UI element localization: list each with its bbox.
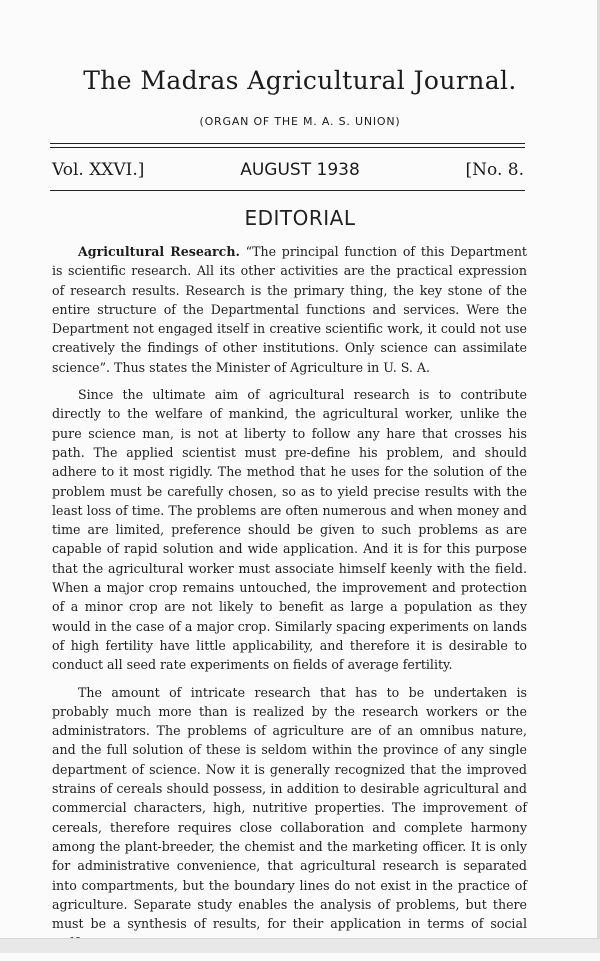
paragraph-1 bbox=[52, 242, 527, 377]
lead-heading: Agricultural Research. bbox=[78, 244, 240, 259]
paragraph-1-text: “The principal function of this Department is scientific research. All its other activities are the practical expression of research results. Research is the primary thing, the key stone of the entire structure of the Departmental functions and services. Were the Department not engaged itself in creative scientific work, it could not use creatively the findings of other institutions. Only science can assimilate science”. Thus states the Minister of Agriculture in U. S. A. bbox=[52, 244, 527, 375]
section-title: EDITORIAL bbox=[244, 206, 356, 230]
top-double-rule-upper bbox=[50, 143, 525, 144]
header-bottom-rule bbox=[50, 190, 525, 191]
paragraph-3: The amount of intricate research that has to be undertaken is probably much more than is realized by the research workers or the administrators. The problems of agriculture are of an omnibus nature, and the full solution of these is seldom within the province of any single department of science. Now it is generally recognized that the improved strains of cereals should possess, in addition to desirable agricultural and commercial characters, high, nutritive properties. The improvement of cereals, therefore requires close collaboration and complete harmony among the plant-breeder, the chemist and the marketing officer. It is only for administrative convenience, that agricultural research is separated into compartments, but the boundary lines do not exist in the practice of agriculture. Separate study enables the analysis of problems, but there must be a synthesis of results, for their application in terms of social bbox=[52, 684, 527, 932]
top-double-rule-lower bbox=[50, 147, 525, 148]
journal-title: The Madras Agricultural Journal. bbox=[83, 66, 517, 95]
issue-number: [No. 8. bbox=[465, 160, 524, 180]
volume-label: Vol. XXVI.] bbox=[52, 160, 145, 180]
paragraph-2: Since the ultimate aim of agricultural research is to contribute directly to the welfare of mankind, the agricultural worker, unlike the pure science man, is not at liberty to follow any hare that crosses his path. The applied scientist must pre-define his problem, and should adhere to it most rigidly. The method that he uses for the solution of the problem must be carefully chosen, so as to yield precise results with the least loss of time. The problems are often numerous and when money and time are limited, preference should be given to such problems as are capable of rapid solution and wide application. And it is for this purpose that the agricultural worker must associate himself keenly with the field. When a major crop remains untouched, the improvement and protection of a minor crop are not likely to benefit as large a population as they would in the case of a major crop. Similarly spacing experiments on lands of high fertility have little applicability, and therefore it is desirable to conduct all seed rate experiments on fields of average fertility. bbox=[52, 387, 527, 673]
organ-subtitle: (ORGAN OF THE M. A. S. UNION) bbox=[199, 115, 401, 128]
issue-date: AUGUST 1938 bbox=[240, 160, 360, 180]
article-body bbox=[52, 242, 527, 961]
page-bottom-edge bbox=[0, 938, 600, 953]
